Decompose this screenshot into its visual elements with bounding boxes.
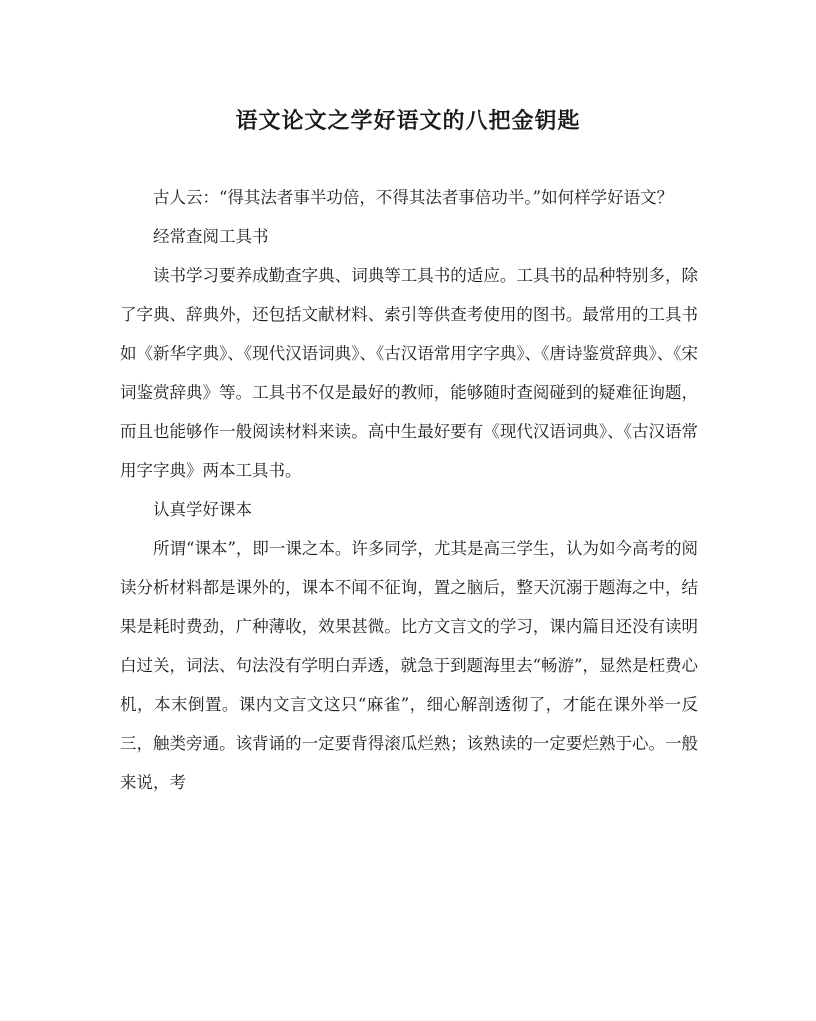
section-heading-reference-books: 经常查阅工具书 xyxy=(153,227,269,246)
textbook-paragraph: 所谓“课本”，即一课之本。许多同学，尤其是高三学生，认为如今高考的阅读分析材料都是课外的，课本不闻不征询，置之脑后，整天沉溺于题海之中，结果是耗时费劲，广种薄收，效果甚微。比方文言文的学习，课内篇目还没有读明白过关，词法、句法没有学明白弄透，就急于到题海里去“畅游”，显然是枉费心机，本末倒置。课内文言文这只“麻雀”，细心解剖透彻了，才能在课外举一反三，触类旁通。该背诵的一定要背得滚瓜烂熟；该熟读的一定要烂熟于心。一般来说，考 xyxy=(120,539,698,792)
section-heading-textbook: 认真学好课本 xyxy=(153,500,252,519)
document-title: 语文论文之学好语文的八把金钥匙 xyxy=(235,108,581,134)
reference-books-paragraph: 读书学习要养成勤查字典、词典等工具书的适应。工具书的品种特别多，除了字典、辞典外，还包括文献材料、索引等供查考使用的图书。最常用的工具书如《新华字典》、《现代汉语词典》、《古汉语常用字字典》、《唐诗鉴赏辞典》、《宋词鉴赏辞典》等。工具书不仅是最好的教师，能够随时查阅碰到的疑难征询题，而且也能够作一般阅读材料来读。高中生最好要有《现代汉语词典》、《古汉语常用字字典》两本工具书。 xyxy=(120,266,698,480)
intro-paragraph: 古人云：“得其法者事半功倍，不得其法者事倍功半。”如何样学好语文？ xyxy=(153,188,674,207)
document-body xyxy=(120,178,698,802)
